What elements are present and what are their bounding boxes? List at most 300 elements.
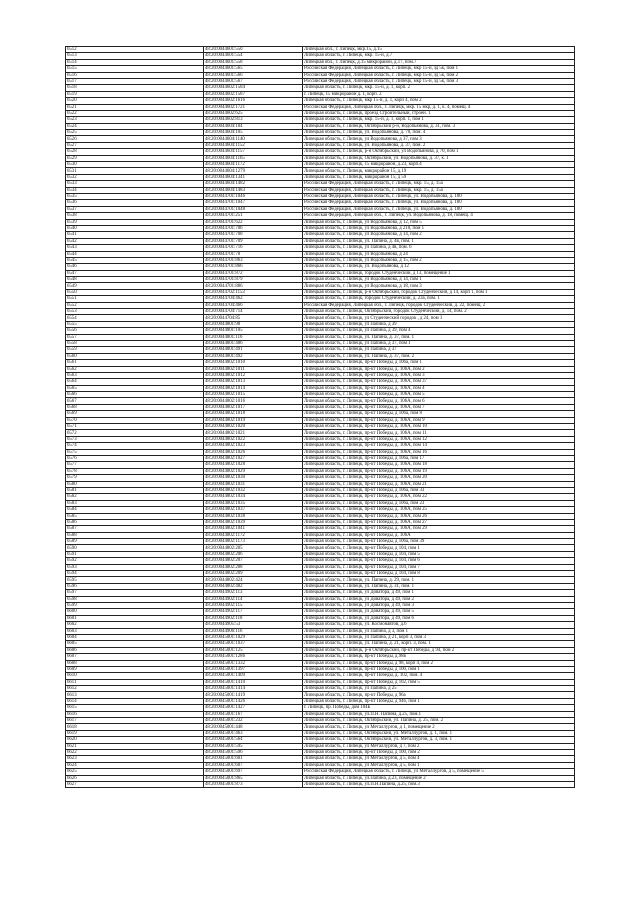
- row-number-cell: 6524: [66, 123, 204, 129]
- cadastral-number-cell: 48:20:0044701:78: [204, 251, 303, 257]
- cadastral-number-cell: 48:20:0045001:865: [204, 775, 303, 781]
- row-number-cell: 6568: [66, 404, 204, 410]
- row-number-cell: 6608: [66, 660, 204, 666]
- cadastral-number-cell: 48:20:0044802:1010: [204, 360, 303, 366]
- row-number-cell: 6603: [66, 628, 204, 634]
- cadastral-number-cell: 48:20:0044701:1047: [204, 200, 303, 206]
- cadastral-number-cell: 48:20:0044601:566: [204, 72, 303, 78]
- row-number-cell: 6587: [66, 526, 204, 532]
- cadastral-number-cell: 48:20:0045001:873: [204, 781, 303, 787]
- row-number-cell: 6549: [66, 283, 204, 289]
- cadastral-number-cell: 48:20:0044801:116: [204, 334, 303, 340]
- row-number-cell: 6513: [66, 53, 204, 59]
- row-number-cell: 6569: [66, 411, 204, 417]
- address-cell: Липецкая область, г. Липецк, пр-кт Победы, д. 106А, пом 14: [303, 443, 575, 449]
- cadastral-number-cell: 48:20:0044802:482: [204, 583, 303, 589]
- address-cell: Липецкая область, г. Липецк, ул Папина, д 21, корп 3, пом 3: [303, 634, 575, 640]
- cadastral-number-cell: 48:20:0044802:207: [204, 558, 303, 564]
- cadastral-number-cell: 48:20:0044704:462: [204, 296, 303, 302]
- cadastral-number-cell: 48:20:0044704:85: [204, 315, 303, 321]
- address-cell: Липецкая область, г. Липецк, ул Металлургов, д 7, пом 2: [303, 743, 575, 749]
- address-cell: Российская Федерация, Липецкая область, г. Липецк, ул. Водопьянова, д. 180: [303, 200, 575, 206]
- row-number-cell: 6588: [66, 532, 204, 538]
- row-number-cell: 6600: [66, 609, 204, 615]
- cadastral-number-cell: 48:20:0044701:886: [204, 283, 303, 289]
- row-number-cell: 6543: [66, 245, 204, 251]
- cadastral-number-cell: 48:20:0044802:1037: [204, 507, 303, 513]
- cadastral-number-cell: 48:20:0045001:1410: [204, 679, 303, 685]
- address-cell: Липецкая область, г. Липецк, Октябрьский, ул. Металлургов, д. 3, пом. 1: [303, 737, 575, 743]
- address-cell: Липецкая область, г. Липецк, пр-кт Победы, д. 106А, пом 12: [303, 436, 575, 442]
- cadastral-number-cell: 48:20:0044802:1022: [204, 436, 303, 442]
- address-cell: Липецкая область, г. Липецк, ул Металлургов, д 5, пом 1: [303, 762, 575, 768]
- row-number-cell: 6547: [66, 270, 204, 276]
- address-cell: Липецкая область, г. Липецк, пр-кт Победы, д. 102, пом. 4: [303, 673, 575, 679]
- address-cell: Российская Федерация, Липецкая область, г. Липецк, мкр 15-й, зд 5к, пом 3: [303, 78, 575, 84]
- address-cell: Российская Федерация, Липецкая область, г. Липецк, ул. Водопьянова, д. 180: [303, 193, 575, 199]
- address-cell: Липецкая область, г. Липецк, Октябрьский р-н, Водопьянова, д. 31, пом. 3: [303, 123, 575, 129]
- row-number-cell: 6566: [66, 392, 204, 398]
- cadastral-number-cell: 48:20:0044801:492: [204, 353, 303, 359]
- cadastral-number-cell: 48:20:0044604:1172: [204, 162, 303, 168]
- address-cell: Липецкая область, г. Липецк, ул Доватора, д 49, пом 5: [303, 609, 575, 615]
- row-number-cell: 6614: [66, 698, 204, 704]
- row-number-cell: 6591: [66, 551, 204, 557]
- address-cell: Липецкая область, г. Липецк, ул Металлургов, д 5, пом 4: [303, 756, 575, 762]
- address-cell: Липецкая область, г. Липецк, ул. Папина, д. 21, корп. 3, пом. 1: [303, 641, 575, 647]
- row-number-cell: 6601: [66, 615, 204, 621]
- address-cell: Липецкая область, г. Липецк, пр-кт Победы, д 104, пом 8: [303, 571, 575, 577]
- cadastral-number-cell: 48:20:0044701:708: [204, 232, 303, 238]
- address-cell: Липецкая область, г. Липецк, ул Водопьянова, д 210, пом 1: [303, 225, 575, 231]
- cadastral-number-cell: 48:20:0044604:1483: [204, 187, 303, 193]
- row-number-cell: 6609: [66, 666, 204, 672]
- cadastral-number-cell: 48:20:0044906:116: [204, 628, 303, 634]
- cadastral-number-cell: 48:20:0044704:714: [204, 309, 303, 315]
- row-number-cell: 6518: [66, 85, 204, 91]
- cadastral-number-cell: 48:20:0045001:1397: [204, 666, 303, 672]
- row-number-cell: 6553: [66, 309, 204, 315]
- address-cell: Российская Федерация, Липецкая область, г. Липецк, ул. Водопьянова, д. 180: [303, 206, 575, 212]
- row-number-cell: 6585: [66, 513, 204, 519]
- address-cell: Липецкая область, г. Липецк, пр-кт Победы, д. 106А, пом 19: [303, 468, 575, 474]
- address-cell: Липецкая область, г. Липецк, ул Водопьянова, д 14, пом 1: [303, 277, 575, 283]
- row-number-cell: 6544: [66, 251, 204, 257]
- table-row: [66, 781, 575, 787]
- cadastral-number-cell: 48:20:0044802:1030: [204, 475, 303, 481]
- address-cell: Липецкая область, г. Липецк, пр-кт Победы, д 96а: [303, 692, 575, 698]
- address-cell: Липецкая область, г. Липецк, Октябрьский, ул. Папина, д. 25, пом. 2: [303, 718, 575, 724]
- row-number-cell: 6516: [66, 72, 204, 78]
- cadastral-number-cell: 48:20:0044604:1140: [204, 136, 303, 142]
- cadastral-number-cell: 48:20:0045001:607: [204, 762, 303, 768]
- row-number-cell: 6554: [66, 315, 204, 321]
- row-number-cell: 6611: [66, 679, 204, 685]
- cadastral-number-cell: 48:20:0044802:1020: [204, 424, 303, 430]
- address-cell: Липецкая область, г. Липецк, р-н Октябрьский, городок Студенческий, д 14, корп 1, пом 1: [303, 289, 575, 295]
- row-number-cell: 6572: [66, 430, 204, 436]
- cadastral-number-cell: 48:20:0044701:872: [204, 270, 303, 276]
- cadastral-number-cell: 48:20:0044602:813: [204, 117, 303, 123]
- address-cell: Липецкая область, г. Липецк, ул Папина, д 39: [303, 321, 575, 327]
- cadastral-number-cell: 48:20:0044802:1019: [204, 417, 303, 423]
- address-cell: Липецкая область, г. Липецк, пр-кт Победы, д. 106А, пом 16: [303, 449, 575, 455]
- address-cell: Липецкая область, г. Липецк, ул Водопьянова, д 12, пом 5: [303, 219, 575, 225]
- row-number-cell: 6562: [66, 366, 204, 372]
- address-cell: Липецкая область, г. Липецк, ул Металлургов, д 1, помещение 2: [303, 724, 575, 730]
- address-cell: Липецкая область, г. Липецк, городок Студенческий, д 13, помещение 1: [303, 270, 575, 276]
- address-cell: Липецкая область, г. Липецк, пр-кт Победы, д. 106А, пом 18: [303, 462, 575, 468]
- cadastral-number-cell: 48:20:0044702:1153: [204, 289, 303, 295]
- address-cell: Липецкая область, г. Липецк, пр-кт Победы, д 98, корп 4, пом 2: [303, 660, 575, 666]
- cadastral-number-cell: 48:20:0044802:1021: [204, 430, 303, 436]
- row-number-cell: 6542: [66, 238, 204, 244]
- address-cell: Липецкая область, г. Липецк, р-н Октябрьский, пр-кт Победы, д 94, пом 2: [303, 647, 575, 653]
- row-number-cell: 6521: [66, 104, 204, 110]
- row-number-cell: 6552: [66, 302, 204, 308]
- cadastral-number-cell: 48:20:0045001:232: [204, 718, 303, 724]
- cadastral-number-cell: 48:20:0044602:1587: [204, 91, 303, 97]
- cadastral-number-cell: 48:20:0044802:206: [204, 551, 303, 557]
- row-number-cell: 6520: [66, 98, 204, 104]
- row-number-cell: 6615: [66, 705, 204, 711]
- row-number-cell: 6556: [66, 328, 204, 334]
- address-cell: Российская Федерация, Липецкая область, г. Липецк, мкр. 15, д. 15а: [303, 181, 575, 187]
- address-cell: Липецкая область, г. Липецк, ул Водопьянова, д 24: [303, 251, 575, 257]
- address-cell: Липецкая область, г. Липецк, Октябрьский, городок Студенческий, д. 14, пом. 2: [303, 309, 575, 315]
- cadastral-number-cell: 48:20:0044802:1173: [204, 539, 303, 545]
- address-cell: Липецкая область, г. Липецк, пр-кт Победы, д 104, пом 7: [303, 564, 575, 570]
- address-cell: Липецкая область, г. Липецк, микрорайон 15, д.19: [303, 168, 575, 174]
- row-number-cell: 6605: [66, 641, 204, 647]
- address-cell: Липецкая область, г. Липецк, ул Доватора, д 49, пом 6: [303, 615, 575, 621]
- row-number-cell: 6582: [66, 494, 204, 500]
- cadastral-number-cell: 48:20:0044802:424: [204, 577, 303, 583]
- row-number-cell: 6607: [66, 654, 204, 660]
- address-cell: Липецкая область, г. Липецк, ул.Папина, д.23, помещение 2: [303, 775, 575, 781]
- cadastral-number-cell: 48:20:0045001:125: [204, 647, 303, 653]
- cadastral-number-cell: 48:20:0044601:565: [204, 66, 303, 72]
- address-cell: Липецкая область, г. Липецк, пр-кт Победы, д.98в: [303, 654, 575, 660]
- address-cell: Липецкая область, г. Липецк, пр-кт Победы, д 106а, пом 33: [303, 487, 575, 493]
- address-cell: Липецкая область, г. Липецк, пр-кт Победы, д. 106А, пом 11: [303, 430, 575, 436]
- cadastral-number-cell: 48:20:0044801:491: [204, 347, 303, 353]
- row-number-cell: 6534: [66, 187, 204, 193]
- address-cell: Липецкая область, г. Липецк, Октябрьский, ул. Металлургов, д. 1, пом. 1: [303, 730, 575, 736]
- cadastral-number-cell: 48:20:0044802:1014: [204, 385, 303, 391]
- row-number-cell: 6612: [66, 686, 204, 692]
- row-number-cell: 6548: [66, 277, 204, 283]
- cadastral-number-cell: 48:20:0044801:486: [204, 340, 303, 346]
- address-cell: г. Липецк, пр. Победы, дом 104Б: [303, 705, 575, 711]
- cadastral-number-cell: 48:20:0045001:1029: [204, 634, 303, 640]
- row-number-cell: 6620: [66, 737, 204, 743]
- address-cell: Липецкая область, г. Липецк, мкр. 15-й, д.7: [303, 53, 575, 59]
- row-number-cell: 6559: [66, 347, 204, 353]
- cadastral-number-cell: 48:20:0044701:1048: [204, 206, 303, 212]
- row-number-cell: 6517: [66, 78, 204, 84]
- row-number-cell: 6564: [66, 379, 204, 385]
- row-number-cell: 6519: [66, 91, 204, 97]
- address-cell: Липецкая область, г. Липецк, пр-кт Победы, д 100, пом 2: [303, 749, 575, 755]
- address-cell: Российская Федерация, Липецкая обл., г. Липецк, мкр. 15 мкр, д. 1, к. 4, помещ. 4: [303, 104, 575, 110]
- row-number-cell: 6515: [66, 66, 204, 72]
- address-cell: Липецкая область, г. Липецк, ул Папина, д 3, пом 1: [303, 628, 575, 634]
- cadastral-number-cell: 48:20:0044601:558: [204, 59, 303, 65]
- address-cell: Липецкая область, г. Липецк, ул Водопьянова, д 15, пом 2: [303, 257, 575, 263]
- row-number-cell: 6597: [66, 590, 204, 596]
- cadastral-number-cell: 48:20:0044802:1172: [204, 532, 303, 538]
- row-number-cell: 6599: [66, 602, 204, 608]
- row-number-cell: 6589: [66, 539, 204, 545]
- address-cell: Российская Федерация, Липецкая область, г. Липецк, мкр 15-й, зд 5к, пом 2: [303, 72, 575, 78]
- address-cell: Липецкая область, г. Липецк, пр-кт Победы, д. 106А, пом 27: [303, 519, 575, 525]
- cadastral-number-cell: 48:20:0044802:1029: [204, 468, 303, 474]
- row-number-cell: 6550: [66, 289, 204, 295]
- row-number-cell: 6621: [66, 743, 204, 749]
- row-number-cell: 6624: [66, 762, 204, 768]
- row-number-cell: 6532: [66, 174, 204, 180]
- row-number-cell: 6555: [66, 321, 204, 327]
- row-number-cell: 6575: [66, 449, 204, 455]
- row-number-cell: 6578: [66, 468, 204, 474]
- address-cell: Липецкая область, г. Липецк, пр-кт Победы, д. 106А, пом 4: [303, 385, 575, 391]
- row-number-cell: 6535: [66, 193, 204, 199]
- address-cell: Липецкая область, г. Липецк, пр-кт Победы, д. 106А, пом 7: [303, 404, 575, 410]
- cadastral-number-cell: 48:20:0044902:113: [204, 590, 303, 596]
- cadastral-number-cell: 48:20:0044701:879: [204, 277, 303, 283]
- row-number-cell: 6522: [66, 110, 204, 116]
- cadastral-number-cell: 48:20:0044902:118: [204, 615, 303, 621]
- address-cell: Липецкая область, г. Липецк, пр-кт Победы, д. 106А, пом 6: [303, 398, 575, 404]
- table-body: [66, 47, 575, 788]
- cadastral-number-cell: 48:20:0044604:1279: [204, 168, 303, 174]
- row-number-cell: 6618: [66, 724, 204, 730]
- cadastral-number-cell: 48:20:0045001:1332: [204, 660, 303, 666]
- cadastral-number-cell: 48:20:0044701:709: [204, 238, 303, 244]
- cadastral-number-cell: 48:20:0044802:1028: [204, 462, 303, 468]
- cadastral-number-cell: 48:20:0044902:114: [204, 596, 303, 602]
- row-number-cell: 6625: [66, 769, 204, 775]
- address-cell: Липецкая область, г. Липецк, пр-кт Победы, д 106а, пом 39: [303, 539, 575, 545]
- row-number-cell: 6526: [66, 136, 204, 142]
- cadastral-number-cell: 48:20:0044601:550: [204, 47, 303, 53]
- cadastral-number-cell: 48:20:0044802:1035: [204, 500, 303, 506]
- row-number-cell: 6586: [66, 519, 204, 525]
- cadastral-number-cell: 48:20:0044802:1018: [204, 411, 303, 417]
- address-cell: Липецкая область, г. Липецк, пр-кт Победы, д 104, пом 5: [303, 551, 575, 557]
- row-number-cell: 6619: [66, 730, 204, 736]
- address-cell: Липецкая область, г. Липецк, пр-кт Победы, д. 106А, пом 3: [303, 372, 575, 378]
- address-cell: Липецкая область, г. Липецк, пр-кт Победы, д 104, пом 1: [303, 545, 575, 551]
- row-number-cell: 6598: [66, 596, 204, 602]
- row-number-cell: 6580: [66, 481, 204, 487]
- row-number-cell: 6616: [66, 711, 204, 717]
- cadastral-number-cell: 48:20:0044802:209: [204, 571, 303, 577]
- address-cell: Липецкая область, г. Липецк, пр-кт Победы, д. 106А: [303, 532, 575, 538]
- cadastral-number-cell: 48:20:0045001:601: [204, 756, 303, 762]
- cadastral-number-cell: 48:20:0045001:1426: [204, 698, 303, 704]
- cadastral-number-cell: 48:20:0044802:1015: [204, 392, 303, 398]
- row-number-cell: 6623: [66, 756, 204, 762]
- row-number-cell: 6560: [66, 353, 204, 359]
- address-cell: Липецкая область, г. Липецк, ул Папина, д 4в, пом. 6: [303, 245, 575, 251]
- row-number-cell: 6594: [66, 571, 204, 577]
- row-number-cell: 6530: [66, 162, 204, 168]
- address-cell: Липецкая обл., г. Липецк, д.15 микрорайон, д.17, пом.7: [303, 59, 575, 65]
- cadastral-number-cell: 48:20:0044602:1721: [204, 104, 303, 110]
- address-cell: Липецкая область, г. Липецк, пр-кт Победы, д. 106А, пом 21: [303, 481, 575, 487]
- row-number-cell: 6536: [66, 200, 204, 206]
- cadastral-number-cell: 48:20:0044701:622: [204, 219, 303, 225]
- row-number-cell: 6581: [66, 487, 204, 493]
- address-cell: Липецкая область, г. Липецк, микрорайон 15, д 59: [303, 174, 575, 180]
- row-number-cell: 6617: [66, 718, 204, 724]
- row-number-cell: 6610: [66, 673, 204, 679]
- address-cell: Липецкая область, г. Липецк, ул Водопьянова, д 18, пом 3: [303, 283, 575, 289]
- address-cell: Липецкая область, г. Липецк, пр-кт Победы, д 106а, пом 8: [303, 411, 575, 417]
- cadastral-number-cell: 48:20:0044802:1041: [204, 526, 303, 532]
- address-cell: Липецкая область, г. Липецк, пр-кт Победы, д 102, пом 5: [303, 679, 575, 685]
- cadastral-number-cell: 48:20:0044604:105: [204, 130, 303, 136]
- row-number-cell: 6528: [66, 149, 204, 155]
- cadastral-number-cell: 48:20:0044701:1046: [204, 193, 303, 199]
- address-cell: Российская Федерация, Липецкая область, г. Липецк, ул Металлургов, д 5, помещение 5: [303, 769, 575, 775]
- address-cell: Липецкая область, г. Липецк, пр-кт Победы, д 100, пом 1: [303, 666, 575, 672]
- address-cell: Липецкая область, г. Липецк, ул Папина, д 37: [303, 347, 575, 353]
- address-cell: Липецкая область, г. Липецк, пр-кт Победы, д. 106А, пом 29: [303, 526, 575, 532]
- row-number-cell: 6596: [66, 583, 204, 589]
- row-number-cell: 6533: [66, 181, 204, 187]
- cadastral-number-cell: 48:20:0044602:1584: [204, 85, 303, 91]
- row-number-cell: 6539: [66, 219, 204, 225]
- row-number-cell: 6537: [66, 206, 204, 212]
- address-cell: Липецкая область, г. Липецк, ул. Папина, д. 37, пом. 2: [303, 353, 575, 359]
- cadastral-number-cell: 48:20:0045001:1409: [204, 673, 303, 679]
- cadastral-number-cell: 48:20:0045001:448: [204, 724, 303, 730]
- address-cell: Липецкая область, г. Липецк, ул Папина, д 39, пом 4: [303, 328, 575, 334]
- cadastral-number-cell: 48:20:0045001:1427: [204, 705, 303, 711]
- address-cell: Липецкая область, г. Липецк, мкр. 15-й, д. 1, корп. 2: [303, 85, 575, 91]
- row-number-cell: 6574: [66, 443, 204, 449]
- row-number-cell: 6606: [66, 647, 204, 653]
- cadastral-number-cell: 48:20:0044604:1482: [204, 181, 303, 187]
- cadastral-number-cell: 48:20:0045001:596: [204, 749, 303, 755]
- address-cell: Липецкая область, г. Липецк, мкр. 15-й, д. 1, корп. 1, пом 1: [303, 117, 575, 123]
- address-cell: Липецкая область, г. Липецк, мкр 15-й, д. 1, корп 4, пом 2: [303, 98, 575, 104]
- cadastral-number-cell: 48:20:0044802:1027: [204, 456, 303, 462]
- address-cell: Липецкая область, г. Липецк, пр-кт Победы, д 106а, пом 17: [303, 456, 575, 462]
- row-number-cell: 6613: [66, 692, 204, 698]
- row-number-cell: 6523: [66, 117, 204, 123]
- cadastral-number-cell: 48:20:0044802:1011: [204, 366, 303, 372]
- address-cell: Липецкая область, г. Липецк, пр-кт Победы, д 106а, пом 23: [303, 500, 575, 506]
- cadastral-number-cell: 48:20:0045001:697: [204, 769, 303, 775]
- row-number-cell: 6514: [66, 59, 204, 65]
- address-cell: Липецкая обл., г. Липецк, мкр.15, д.15: [303, 47, 575, 53]
- address-cell: Липецкая область, г. Липецк, ул Доватора, д 49, пом 3: [303, 602, 575, 608]
- row-number-cell: 6525: [66, 130, 204, 136]
- address-cell: Липецкая область, г. Липецк, ул Папина, д 25: [303, 686, 575, 692]
- row-number-cell: 6545: [66, 257, 204, 263]
- address-cell: Липецкая область, г. Липецк, ул.П.Н. Папина, д.25, пом.1: [303, 711, 575, 717]
- address-cell: Липецкая область, г. Липецк, пр-кт Победы, д. 106А, пом 2: [303, 366, 575, 372]
- cadastral-number-cell: 48:20:0044802:1017: [204, 404, 303, 410]
- cadastral-number-cell: 48:20:0044802:1013: [204, 379, 303, 385]
- address-cell: Липецкая область, г. Липецк, проезд Строительный, строен. 1: [303, 110, 575, 116]
- cadastral-number-cell: 48:20:0044802:1032: [204, 487, 303, 493]
- cadastral-number-cell: 48:20:0045001:564: [204, 737, 303, 743]
- address-cell: Российская Федерация, Липецкая область, г. Липецк, мкр 15-й, зд 5к, пом 1: [303, 66, 575, 72]
- row-number-cell: 6604: [66, 634, 204, 640]
- address-cell: Липецкая область, г. Липецк, пр-кт Победы, д. 106А, пом 22: [303, 494, 575, 500]
- row-number-cell: 6527: [66, 142, 204, 148]
- cadastral-number-cell: 48:20:0045001:1419: [204, 692, 303, 698]
- cadastral-number-cell: 48:20:0044602:1616: [204, 98, 303, 104]
- cadastral-number-cell: 48:20:0044604:1157: [204, 149, 303, 155]
- cadastral-number-cell: 48:20:0044802:1012: [204, 372, 303, 378]
- address-cell: Липецкая область, г. Липецк, ул. Папина, д. 4в, пом. 1: [303, 238, 575, 244]
- cadastral-number-cell: 48:20:0044604:1165: [204, 155, 303, 161]
- row-number-cell: 6551: [66, 296, 204, 302]
- row-number-cell: 6590: [66, 545, 204, 551]
- row-number-cell: 6538: [66, 213, 204, 219]
- row-number-cell: 6531: [66, 168, 204, 174]
- address-cell: Липецкая область, г. Липецк, ул. Водопьянова, д 12: [303, 264, 575, 270]
- cadastral-number-cell: 48:20:0044601:554: [204, 53, 303, 59]
- cadastral-number-cell: 48:20:0045001:1414: [204, 686, 303, 692]
- row-number-cell: 6595: [66, 577, 204, 583]
- address-cell: Липецкая область, г. Липецк, Октябрьский, ул. Водопьянова, д. 37, к. 1: [303, 155, 575, 161]
- address-cell: Российская Федерация, Липецкая область, г. Липецк, мкр. 15, д. 15а: [303, 187, 575, 193]
- address-cell: Липецкая область, г. Липецк, ул. Папина, д. 29, пом. 1: [303, 577, 575, 583]
- cadastral-number-cell: 48:20:0044802:1023: [204, 443, 303, 449]
- address-cell: Липецкая область, г. Липецк, ул. Водопьянова, д. 37, пом. 2: [303, 142, 575, 148]
- row-number-cell: 6571: [66, 424, 204, 430]
- address-cell: Липецкая область, г. Липецк, пр-кт Победы, д. 106А, пом 5: [303, 392, 575, 398]
- address-cell: Липецкая область, г. Липецк, 15 микрорайон, д.23, корп.4: [303, 162, 575, 168]
- address-cell: Липецкая область, г. Липецк, ул Водопьянова, д 37, пом 3: [303, 136, 575, 142]
- address-cell: Липецкая область, г. Липецк, ул. Папина, д. 31, пом. 1: [303, 583, 575, 589]
- address-cell: Липецкая область, г. Липецк, ул Доватора, д 49, пом 1: [303, 590, 575, 596]
- cadastral-number-cell: 48:20:0044802:1039: [204, 519, 303, 525]
- address-cell: Липецкая область, г. Липецк, пр-кт Победы, д. 106А, пом 10: [303, 424, 575, 430]
- row-number-cell: 6579: [66, 475, 204, 481]
- address-cell: Липецкая область, г. Липецк, ул Водопьянова, д 14, пом 2: [303, 232, 575, 238]
- cadastral-number-cell: 48:20:0044802:1031: [204, 481, 303, 487]
- cadastral-number-cell: 48:20:0044604:1152: [204, 142, 303, 148]
- cadastral-number-cell: 48:20:0044802:1038: [204, 513, 303, 519]
- address-cell: Липецкая область, г. Липецк, пр-кт Победы, д. 106А, пом 9: [303, 417, 575, 423]
- address-cell: Липецкая область, г. Липецк, ул Студенческий городок , д 24, пом 1: [303, 315, 575, 321]
- row-number-cell: 6577: [66, 462, 204, 468]
- row-number-cell: 6626: [66, 775, 204, 781]
- row-number-cell: 6512: [66, 47, 204, 53]
- row-number-cell: 6561: [66, 360, 204, 366]
- row-number-cell: 6563: [66, 372, 204, 378]
- cadastral-number-cell: 48:20:0044604:104: [204, 123, 303, 129]
- cadastral-number-cell: 48:20:0044701:716: [204, 245, 303, 251]
- cadastral-number-cell: 48:20:0044802:205: [204, 545, 303, 551]
- address-cell: Липецкая область, г. Липецк, пр-кт Победы, д. 106А, пом 37: [303, 379, 575, 385]
- cadastral-number-cell: 48:20:0044701:866: [204, 264, 303, 270]
- cadastral-number-cell: 48:20:0045001:595: [204, 743, 303, 749]
- row-number-cell: 6583: [66, 500, 204, 506]
- address-cell: Липецкая область, г. Липецк, ул Доватора, д 49, пом 2: [303, 596, 575, 602]
- address-cell: Российская Федерация, Липецкая обл., г. Липецк, ул. Водопьянова, д. 18, помещ. 4: [303, 213, 575, 219]
- cadastral-number-cell: 48:20:0044902:117: [204, 609, 303, 615]
- address-cell: Липецкая область, г. Липецк, ул Папина, д 37, пом 1: [303, 340, 575, 346]
